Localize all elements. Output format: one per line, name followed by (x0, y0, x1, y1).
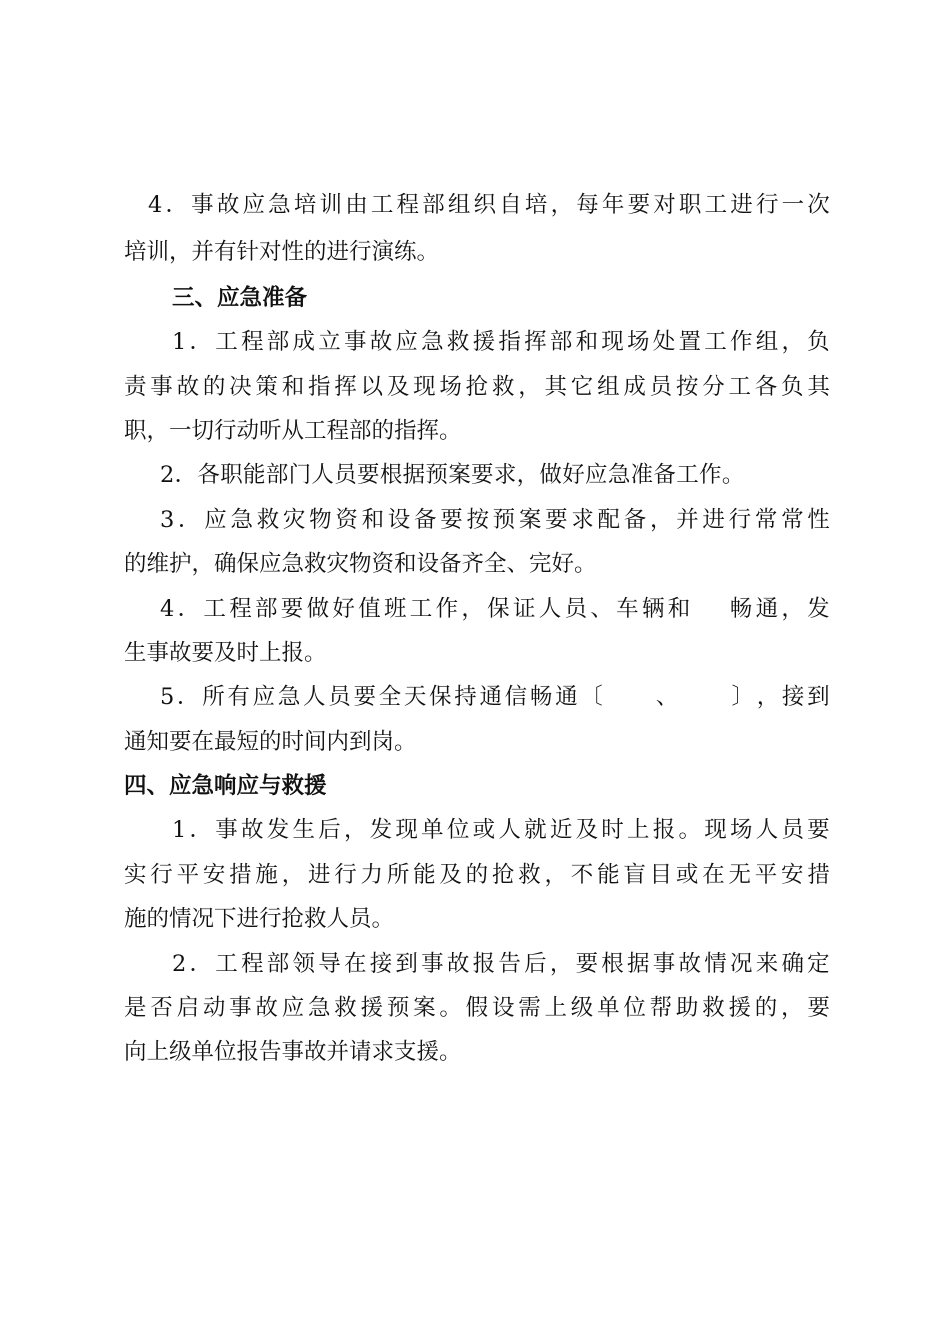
glyph: 在 (702, 862, 725, 888)
glyph: ， (781, 329, 804, 355)
glyph: 培 (293, 192, 317, 218)
glyph: 事 (343, 329, 367, 355)
glyph: 能 (597, 862, 620, 888)
glyph: 部 (422, 192, 445, 218)
glyph: ， (781, 995, 804, 1021)
glyph: 决 (229, 374, 252, 400)
glyph: 有 (227, 684, 250, 710)
glyph: 程 (229, 596, 252, 622)
glyph: 上 (544, 995, 568, 1021)
glyph: 救 (256, 507, 280, 533)
glyph: 急 (268, 192, 291, 218)
glyph: 组 (755, 329, 779, 355)
glyph: 及 (575, 817, 599, 843)
glyph: 进 (730, 192, 753, 218)
glyph: 故 (678, 951, 702, 977)
glyph: 一 (781, 192, 805, 218)
glyph: 级 (570, 995, 594, 1021)
glyph: 成 (623, 374, 646, 400)
glyph: 无 (728, 862, 751, 888)
glyph: 是 (124, 995, 147, 1021)
glyph: 安 (202, 862, 226, 888)
glyph: 5 (160, 684, 175, 710)
glyph: 指 (498, 329, 521, 355)
glyph: 人 (498, 817, 521, 843)
glyph: 应 (242, 192, 266, 218)
glyph: 灾 (282, 507, 306, 533)
paragraph-prep-1-line-3: 职，一切行动听从工程部的指挥。 (124, 418, 462, 444)
glyph: 故 (446, 951, 470, 977)
glyph: 车 (616, 596, 639, 622)
glyph: 否 (150, 995, 173, 1021)
glyph: 据 (627, 951, 650, 977)
glyph: ． (189, 329, 213, 355)
glyph: 培 (524, 192, 548, 218)
glyph: 、 (655, 684, 679, 710)
glyph: 到 (395, 951, 418, 977)
paragraph-resp-2-line-1 (172, 953, 830, 976)
section-heading-response: 四、应急响应与救援 (124, 773, 327, 799)
glyph: 立 (318, 329, 341, 355)
glyph: 近 (549, 817, 573, 843)
glyph: 不 (570, 862, 594, 888)
glyph: 职 (678, 192, 702, 218)
glyph: 1 (172, 329, 187, 355)
glyph: 员 (328, 684, 351, 710)
glyph: 和 (667, 596, 691, 622)
glyph: 自 (499, 192, 522, 218)
glyph: 进 (307, 862, 331, 888)
paragraph-prep-3-line-2: 的维护，确保应急救灾物资和设备齐全、完好。 (124, 551, 597, 577)
glyph: 工 (409, 596, 433, 622)
glyph: 和 (281, 374, 305, 400)
glyph: 次 (807, 192, 830, 218)
glyph: 员 (649, 374, 673, 400)
glyph: 急 (421, 329, 444, 355)
section-heading-preparation: 三、应急准备 (172, 285, 308, 311)
glyph: 负 (807, 329, 830, 355)
glyph: 部 (549, 329, 573, 355)
glyph: 或 (472, 817, 496, 843)
glyph: 事 (652, 951, 676, 977)
glyph: 部 (266, 951, 290, 977)
glyph: 发 (369, 817, 393, 843)
glyph: 平 (176, 862, 200, 888)
paragraph-resp-2-line-2 (124, 997, 830, 1020)
glyph: 领 (292, 951, 315, 977)
glyph: 要 (807, 817, 830, 843)
glyph: 助 (675, 995, 699, 1021)
glyph: 施 (255, 862, 278, 888)
glyph: 抢 (491, 862, 515, 888)
glyph: 各 (754, 374, 778, 400)
glyph: 应 (395, 329, 418, 355)
glyph: 到 (807, 684, 830, 710)
glyph: 的 (754, 995, 778, 1021)
glyph: 要 (807, 995, 830, 1021)
glyph: 每 (576, 192, 599, 218)
glyph: 单 (597, 995, 620, 1021)
glyph: 来 (755, 951, 779, 977)
glyph: 故 (241, 817, 264, 843)
glyph (681, 686, 704, 709)
glyph: 工 (215, 329, 238, 355)
glyph: 责 (124, 374, 147, 400)
glyph: 进 (702, 507, 725, 533)
glyph: 事 (215, 817, 238, 843)
paragraph-prep-3-line-1 (160, 509, 830, 532)
glyph: 告 (498, 951, 521, 977)
glyph: 按 (675, 374, 699, 400)
glyph: 现 (704, 817, 727, 843)
glyph: 部 (255, 596, 278, 622)
glyph: ， (781, 596, 804, 622)
glyph: 发 (266, 817, 290, 843)
glyph: 预 (386, 995, 410, 1021)
glyph: 2 (172, 951, 187, 977)
glyph: 及 (439, 862, 462, 888)
paragraph-resp-2-line-3: 向上级单位报告事故并请求支援。 (124, 1039, 462, 1065)
glyph: 的 (202, 374, 226, 400)
glyph: 策 (255, 374, 278, 400)
glyph: 工 (704, 192, 728, 218)
glyph: 故 (176, 374, 200, 400)
glyph: 后 (318, 817, 341, 843)
glyph: 后 (524, 951, 547, 977)
glyph: 4 (160, 596, 175, 622)
glyph: 要 (353, 684, 376, 710)
glyph: ， (549, 951, 573, 977)
glyph: 要 (545, 507, 568, 533)
glyph: 〕 (731, 684, 754, 710)
glyph: 安 (781, 862, 804, 888)
glyph: ． (189, 951, 213, 977)
glyph: 保 (429, 684, 452, 710)
glyph: 对 (653, 192, 676, 218)
glyph: 程 (396, 192, 420, 218)
glyph: 持 (454, 684, 477, 710)
glyph: 动 (202, 995, 226, 1021)
glyph: ． (177, 596, 201, 622)
glyph: 员 (564, 596, 588, 622)
paragraph-prep-1-line-2 (124, 376, 830, 399)
glyph: 要 (575, 951, 599, 977)
paragraph-prep-2: 2．各职能部门人员要根据预案要求，做好应急准备工作。 (160, 462, 745, 488)
glyph: ， (756, 684, 780, 710)
glyph: 要 (627, 192, 651, 218)
glyph: 和 (575, 329, 599, 355)
glyph: 成 (292, 329, 315, 355)
glyph: 程 (241, 951, 264, 977)
glyph: 班 (383, 596, 407, 622)
glyph: 应 (281, 995, 305, 1021)
glyph: 援 (728, 995, 751, 1021)
glyph: 组 (597, 374, 620, 400)
glyph: 实 (124, 862, 147, 888)
glyph: 全 (378, 684, 402, 710)
glyph: ， (461, 596, 484, 622)
glyph: 证 (512, 596, 536, 622)
glyph: 现 (601, 329, 624, 355)
glyph: 故 (255, 995, 278, 1021)
glyph: 备 (623, 507, 647, 533)
glyph: 组 (447, 192, 471, 218)
glyph: 事 (191, 192, 214, 218)
glyph: 能 (413, 862, 436, 888)
glyph: 通 (479, 684, 502, 710)
glyph: 、 (590, 596, 613, 622)
glyph: 挥 (334, 374, 357, 400)
glyph: 性 (807, 507, 830, 533)
glyph: 案 (413, 995, 436, 1021)
glyph: 措 (229, 862, 252, 888)
paragraph-prep-4-line-1 (160, 598, 830, 621)
glyph: 畅 (729, 596, 753, 622)
glyph: 。 (678, 817, 702, 843)
glyph: 其 (807, 374, 830, 400)
glyph: 目 (649, 862, 673, 888)
glyph: 工 (704, 329, 727, 355)
glyph: 及 (386, 374, 410, 400)
glyph: 在 (343, 951, 367, 977)
glyph: ． (178, 507, 201, 533)
glyph: 接 (781, 684, 805, 710)
paragraph-prep-5-line-1 (160, 686, 830, 709)
glyph: 常 (754, 507, 778, 533)
glyph: 单 (421, 817, 444, 843)
glyph: ， (281, 862, 305, 888)
glyph: 工 (215, 951, 238, 977)
glyph: 置 (678, 329, 702, 355)
glyph: 帮 (649, 995, 673, 1021)
glyph: 上 (627, 817, 650, 843)
glyph: 求 (571, 507, 594, 533)
glyph: 事 (229, 995, 252, 1021)
glyph: 年 (601, 192, 625, 218)
glyph: 天 (403, 684, 427, 710)
glyph: ， (343, 817, 367, 843)
glyph: 行 (334, 862, 357, 888)
glyph: 场 (729, 817, 753, 843)
glyph: 援 (360, 995, 384, 1021)
glyph: 分 (702, 374, 725, 400)
glyph: 故 (216, 192, 240, 218)
glyph: 需 (518, 995, 541, 1021)
glyph: 措 (807, 862, 830, 888)
glyph: ． (177, 684, 200, 710)
glyph (706, 686, 729, 709)
glyph: 生 (292, 817, 315, 843)
glyph: 启 (176, 995, 200, 1021)
paragraph-prep-4-line-2: 生事故要及时上报。 (124, 640, 327, 666)
glyph: 案 (518, 507, 542, 533)
paragraph-training-line-2: 培训，并有针对性的进行演练。 (124, 239, 440, 265)
glyph: 急 (307, 995, 331, 1021)
glyph: 挥 (524, 329, 547, 355)
glyph: 以 (360, 374, 384, 400)
glyph: 负 (781, 374, 804, 400)
glyph: 员 (781, 817, 804, 843)
glyph: 值 (358, 596, 381, 622)
glyph: 处 (652, 329, 676, 355)
glyph (719, 598, 726, 621)
glyph: 训 (319, 192, 343, 218)
glyph: 工 (203, 596, 226, 622)
glyph: 和 (361, 507, 385, 533)
glyph: 力 (360, 862, 384, 888)
glyph: 现 (395, 817, 418, 843)
glyph: 位 (446, 817, 470, 843)
glyph: 或 (675, 862, 699, 888)
glyph: ， (518, 374, 541, 400)
glyph: 部 (266, 329, 290, 355)
paragraph-prep-5-line-2: 通知要在最短的时间内到岗。 (124, 729, 417, 755)
glyph: 由 (345, 192, 368, 218)
glyph: 1 (172, 817, 187, 843)
glyph: ， (550, 192, 574, 218)
glyph: 要 (280, 596, 304, 622)
glyph (694, 598, 717, 621)
glyph: 救 (702, 995, 725, 1021)
glyph: 救 (334, 995, 357, 1021)
glyph: 救 (491, 374, 515, 400)
glyph: ． (189, 817, 213, 843)
glyph: 所 (202, 684, 225, 710)
paragraph-resp-1-line-3: 施的情况下进行抢救人员。 (124, 906, 395, 932)
glyph: 做 (306, 596, 330, 622)
glyph: 情 (704, 951, 727, 977)
glyph: 要 (440, 507, 463, 533)
glyph (605, 686, 628, 709)
glyph: 它 (570, 374, 594, 400)
paragraph-resp-1-line-2 (124, 864, 830, 887)
glyph: 行 (755, 192, 779, 218)
glyph: 作 (729, 329, 753, 355)
glyph: 人 (538, 596, 562, 622)
glyph: 事 (150, 374, 173, 400)
glyph: 位 (623, 995, 646, 1021)
glyph: 报 (472, 951, 496, 977)
glyph: 织 (473, 192, 497, 218)
glyph: 行 (150, 862, 173, 888)
glyph: 物 (309, 507, 332, 533)
glyph: 假 (465, 995, 489, 1021)
glyph: 4 (148, 192, 163, 218)
glyph: 接 (369, 951, 393, 977)
glyph: 备 (414, 507, 437, 533)
glyph: 3 (160, 507, 175, 533)
glyph: ． (165, 192, 188, 218)
glyph: 应 (252, 684, 276, 710)
glyph: 通 (555, 684, 578, 710)
glyph: 人 (755, 817, 779, 843)
glyph: 现 (413, 374, 436, 400)
glyph: ， (544, 862, 568, 888)
glyph: 〔 (580, 684, 603, 710)
glyph: 事 (421, 951, 444, 977)
glyph: 指 (307, 374, 331, 400)
glyph: 时 (601, 817, 624, 843)
glyph: 急 (230, 507, 253, 533)
glyph: 援 (472, 329, 496, 355)
glyph: 所 (386, 862, 410, 888)
glyph: 常 (781, 507, 804, 533)
glyph: 故 (369, 329, 393, 355)
glyph: 配 (597, 507, 621, 533)
glyph: 根 (601, 951, 624, 977)
paragraph-resp-1-line-1 (172, 819, 830, 842)
glyph: 急 (277, 684, 301, 710)
glyph: 作 (435, 596, 459, 622)
glyph: 人 (303, 684, 326, 710)
glyph: 工 (728, 374, 751, 400)
paragraph-training-line-1 (148, 194, 830, 217)
glyph (631, 686, 654, 709)
glyph: 保 (487, 596, 510, 622)
glyph: 救 (518, 862, 541, 888)
glyph: 通 (755, 596, 779, 622)
glyph: 定 (807, 951, 830, 977)
glyph: 就 (524, 817, 547, 843)
glyph: 程 (241, 329, 264, 355)
glyph: 资 (335, 507, 358, 533)
glyph: 预 (492, 507, 516, 533)
glyph: 场 (439, 374, 462, 400)
glyph: 的 (465, 862, 489, 888)
glyph: 报 (652, 817, 676, 843)
paragraph-prep-1-line-1 (172, 331, 830, 354)
glyph: 确 (781, 951, 804, 977)
glyph: ， (649, 507, 673, 533)
glyph: 设 (387, 507, 411, 533)
glyph: 行 (728, 507, 752, 533)
glyph: 应 (204, 507, 227, 533)
glyph: 按 (466, 507, 489, 533)
glyph: 并 (676, 507, 699, 533)
glyph: 工 (370, 192, 394, 218)
glyph: 其 (544, 374, 568, 400)
glyph: 好 (332, 596, 355, 622)
glyph: 设 (491, 995, 515, 1021)
glyph: 导 (318, 951, 341, 977)
glyph: 。 (439, 995, 462, 1021)
glyph: 平 (754, 862, 778, 888)
glyph: 信 (504, 684, 528, 710)
glyph: 救 (446, 329, 470, 355)
glyph: 盲 (623, 862, 646, 888)
glyph: 场 (627, 329, 650, 355)
glyph: 辆 (641, 596, 665, 622)
glyph: 畅 (529, 684, 553, 710)
glyph: 抢 (465, 374, 489, 400)
glyph: 况 (729, 951, 753, 977)
glyph: 发 (807, 596, 830, 622)
